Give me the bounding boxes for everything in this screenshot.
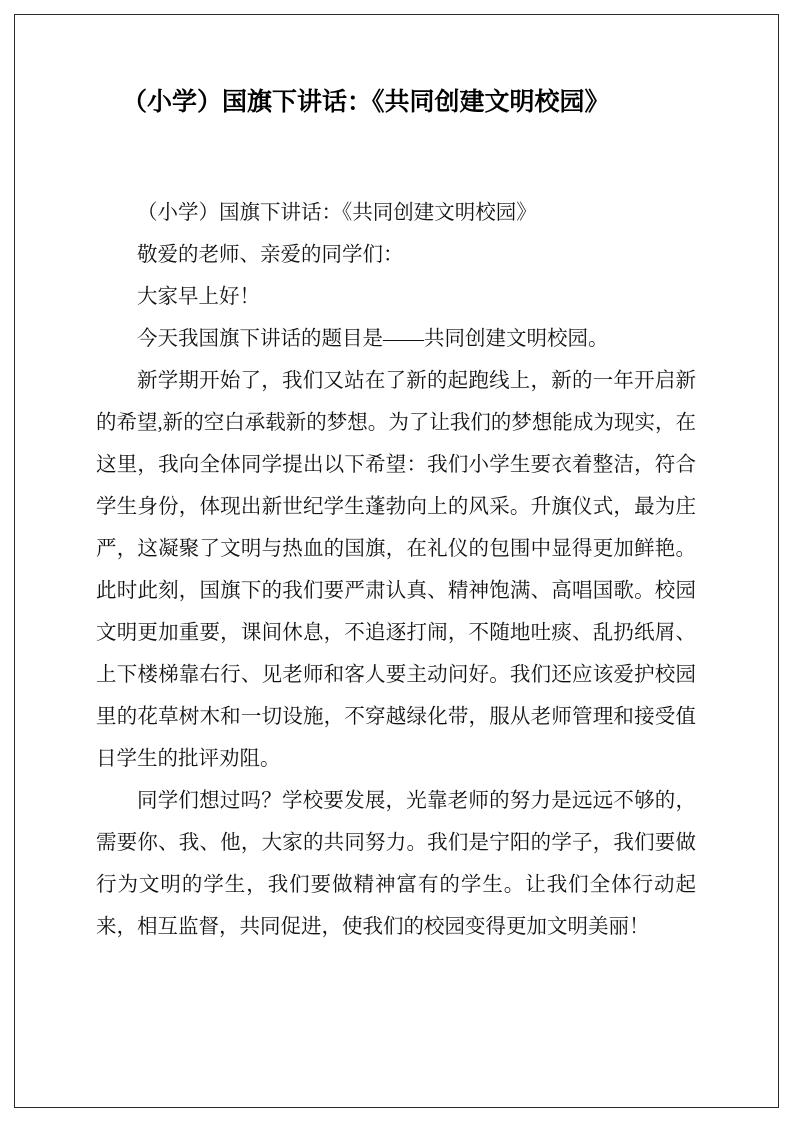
paragraph-topic: 今天我国旗下讲话的题目是——共同创建文明校园。	[137, 328, 609, 350]
paragraph-heading-repeat: （小学）国旗下讲话：《共同创建文明校园》	[137, 202, 537, 224]
paragraph-greeting: 大家早上好！	[137, 286, 260, 308]
paragraph-salutation: 敬爱的老师、亲爱的同学们：	[137, 244, 404, 266]
document-body	[96, 192, 696, 948]
paragraph-body-2: 同学们想过吗？学校要发展，光靠老师的努力是远远不够的，需要你、我、他，大家的共同努力。我们是宁阳的学子，我们要做行为文明的学生，我们要做精神富有的学生。让我们全体行动起来，相互监督，共同促进，使我们的校园变得更加文明美丽！	[96, 790, 696, 938]
paragraph-body-1: 新学期开始了，我们又站在了新的起跑线上，新的一年开启新的希望,新的空白承载新的梦想。为了让我们的梦想能成为现实，在这里，我向全体同学提出以下希望：我们小学生要衣着整洁，符合学生身份，体现出新世纪学生蓬勃向上的风采。升旗仪式，最为庄严，这凝聚了文明与热血的国旗，在礼仪的包围中显得更加鲜艳。此时此刻，国旗下的我们要严肃认真、精神饱满、高唱国歌。校园文明更加重要，课间休息，不追逐打闹，不随地吐痰、乱扔纸屑、上下楼梯靠右行、见老师和客人要主动问好。我们还应该爱护校园里的花草树木和一切设施，不穿越绿化带，服从老师管理和接受值日学生的批评劝阻。	[96, 370, 696, 770]
document-content	[96, 84, 696, 948]
page-title: （小学）国旗下讲话：《共同创建文明校园》	[122, 88, 610, 116]
